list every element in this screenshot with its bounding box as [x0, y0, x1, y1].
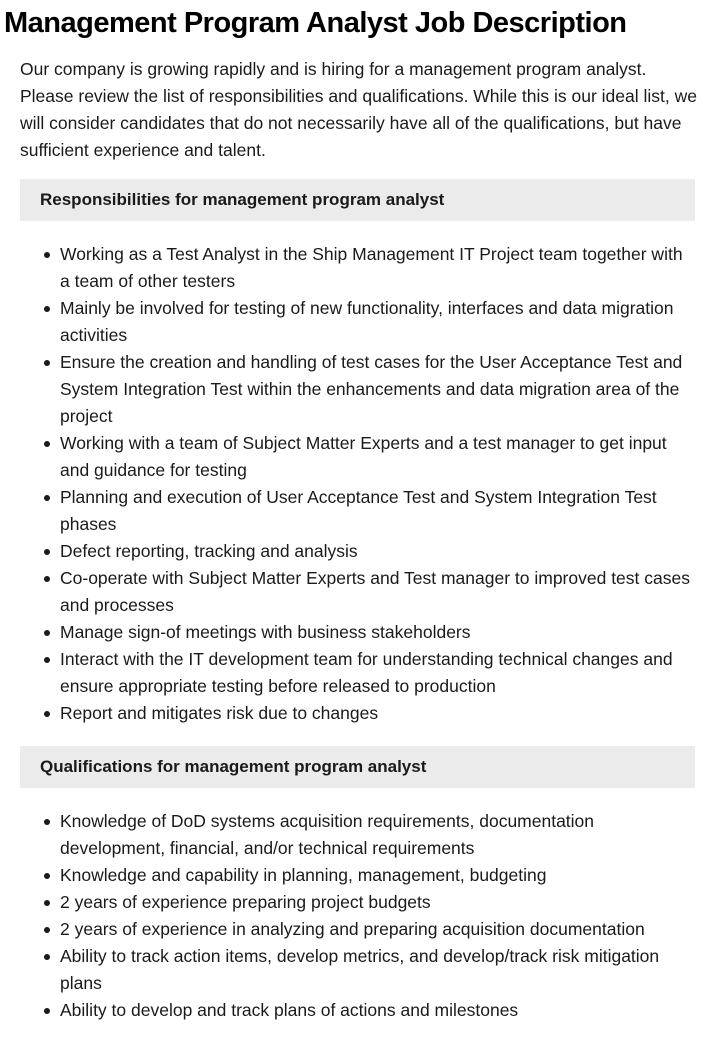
list-item: Ability to develop and track plans of actions and milestones [60, 997, 690, 1024]
list-item: Manage sign-of meetings with business stakeholders [60, 619, 690, 646]
list-item: 2 years of experience in analyzing and preparing acquisition documentation [60, 916, 690, 943]
list-item: Knowledge and capability in planning, management, budgeting [60, 862, 690, 889]
page-title: Management Program Analyst Job Description [4, 7, 627, 39]
qualifications-heading: Qualifications for management program analyst [20, 746, 695, 788]
intro-paragraph: Our company is growing rapidly and is hiring for a management program analyst. Please review the list of responsibilities and qualifications. While this is our ideal list, we will consider candidates that do not necessarily have all of the qualifications, but have sufficient experience and talent. [20, 59, 697, 160]
list-item: Working with a team of Subject Matter Experts and a test manager to get input and guidance for testing [60, 430, 690, 484]
list-item: Working as a Test Analyst in the Ship Management IT Project team together with a team of other testers [60, 241, 690, 295]
responsibilities-list [0, 241, 690, 727]
list-item: 2 years of experience preparing project budgets [60, 889, 690, 916]
list-item: Ability to track action items, develop metrics, and develop/track risk mitigation plans [60, 943, 690, 997]
list-item: Ensure the creation and handling of test cases for the User Acceptance Test and System Integration Test within the enhancements and data migration area of the project [60, 349, 690, 430]
list-item: Planning and execution of User Acceptance Test and System Integration Test phases [60, 484, 690, 538]
responsibilities-heading: Responsibilities for management program analyst [20, 179, 695, 221]
qualifications-list [0, 808, 690, 1024]
list-item: Knowledge of DoD systems acquisition requirements, documentation development, financial, and/or technical requirements [60, 808, 690, 862]
list-item: Mainly be involved for testing of new functionality, interfaces and data migration activities [60, 295, 690, 349]
list-item: Report and mitigates risk due to changes [60, 700, 690, 727]
list-item: Defect reporting, tracking and analysis [60, 538, 690, 565]
list-item: Interact with the IT development team for understanding technical changes and ensure appropriate testing before released to production [60, 646, 690, 700]
list-item: Co-operate with Subject Matter Experts and Test manager to improved test cases and processes [60, 565, 690, 619]
